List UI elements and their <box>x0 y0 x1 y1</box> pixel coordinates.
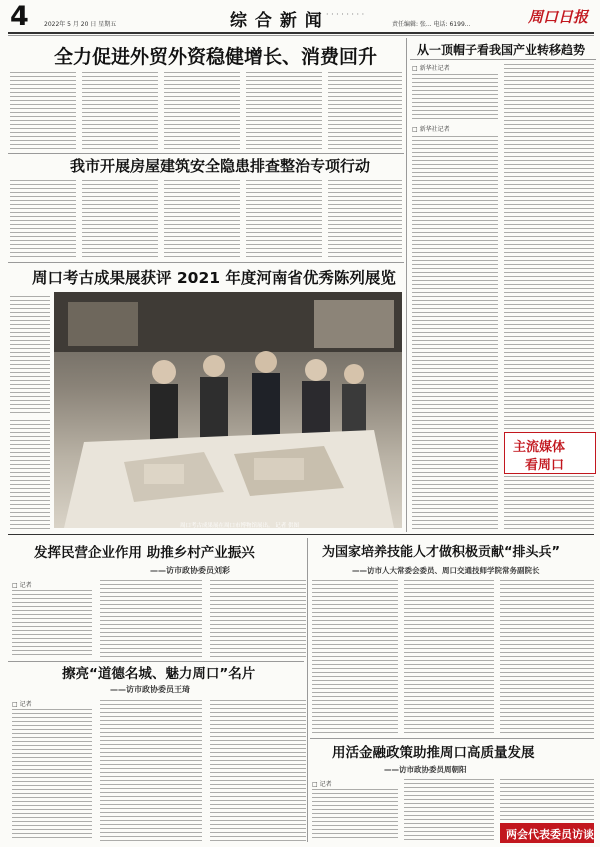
article-7-byline: □ 记者 <box>12 701 32 708</box>
article-1-body <box>10 72 76 150</box>
article-3-title: 周口考古成果展获评 2021 年度河南省优秀陈列展览 <box>32 269 396 287</box>
article-7-title: 擦亮“道德名城、魅力周口”名片 <box>62 666 256 682</box>
article-7-body <box>12 709 92 841</box>
column-divider <box>406 38 407 532</box>
media-badge-line1: 主流媒体 <box>513 440 566 455</box>
article-6-title: 为国家培养技能人才做积极贡献“排头兵” <box>322 545 561 560</box>
article-4-body <box>504 476 594 532</box>
photo-illustration <box>54 292 402 528</box>
divider <box>8 262 404 263</box>
article-3-body <box>10 296 50 416</box>
article-5-title: 发挥民营企业作用 助推乡村产业振兴 <box>34 545 255 561</box>
article-7-body <box>100 700 202 841</box>
two-sessions-label: 两会代表委员访谈 <box>506 828 594 841</box>
article-5-body <box>12 590 92 658</box>
header-dots: · · · · · · · · <box>326 10 365 19</box>
photo-caption: 周口考古成果展在周口市博物馆展出。 记者 供图 <box>180 523 299 529</box>
masthead-rule-thin <box>8 35 594 36</box>
article-8-body <box>404 779 494 841</box>
section-title: 综 合 新 闻 <box>230 11 323 31</box>
article-1-body <box>164 72 240 150</box>
media-badge-line2: 看周口 <box>525 458 565 473</box>
date-line: 2022年 5 月 20 日 星期五 <box>44 21 117 28</box>
article-2-body <box>82 180 158 258</box>
section-divider <box>8 534 594 535</box>
page-number: 4 <box>10 1 29 32</box>
article-5-body <box>210 580 306 658</box>
two-sessions-banner[interactable] <box>500 823 594 843</box>
article-7-subtitle: ——访市政协委员王琦 <box>110 685 190 694</box>
article-8-byline: □ 记者 <box>312 781 332 788</box>
article-3-body <box>10 420 50 532</box>
article-2-body <box>246 180 322 258</box>
media-badge[interactable] <box>504 432 596 474</box>
article-1-body <box>246 72 322 150</box>
article-2-body <box>10 180 76 258</box>
article-2-body <box>164 180 240 258</box>
editor-line: 责任编辑: 张... 电话: 6199... <box>392 21 471 28</box>
article-6-body <box>312 580 398 736</box>
divider <box>410 59 596 60</box>
article-4-body <box>504 64 594 430</box>
article-8-title: 用活金融政策助推周口高质量发展 <box>332 745 535 761</box>
article-6-subtitle: ——访市人大常委会委员、周口交通技师学院常务副院长 <box>352 566 540 575</box>
article-5-body <box>100 580 202 658</box>
article-6-body <box>500 580 594 736</box>
article-7-body <box>210 700 306 841</box>
divider <box>8 153 404 154</box>
paper-logo: 周口日报 <box>528 8 589 26</box>
article-1-title: 全力促进外贸外资稳健增长、消费回升 <box>54 46 378 68</box>
article-2-title: 我市开展房屋建筑安全隐患排查整治专项行动 <box>70 157 371 175</box>
article-8-body <box>500 779 594 821</box>
article-2-body <box>328 180 402 258</box>
article-8-subtitle: ——访市政协委员周朝阳 <box>384 765 467 774</box>
masthead-rule <box>8 32 594 34</box>
article-5-byline: □ 记者 <box>12 582 32 589</box>
museum-exhibit-photo <box>54 292 402 528</box>
article-5-subtitle: ——访市政协委员刘彩 <box>150 566 230 575</box>
article-1-body <box>328 72 402 150</box>
article-8-body <box>312 789 398 841</box>
article-4-byline: □ 新华社记者 <box>412 65 450 72</box>
divider <box>310 738 594 739</box>
article-4-body <box>412 74 498 120</box>
column-divider <box>307 538 308 842</box>
article-4-title: 从一顶帽子看我国产业转移趋势 <box>417 43 586 57</box>
article-4-byline: □ 新华社记者 <box>412 126 450 133</box>
article-4-body <box>412 136 498 532</box>
article-1-body <box>82 72 158 150</box>
article-6-body <box>404 580 494 736</box>
